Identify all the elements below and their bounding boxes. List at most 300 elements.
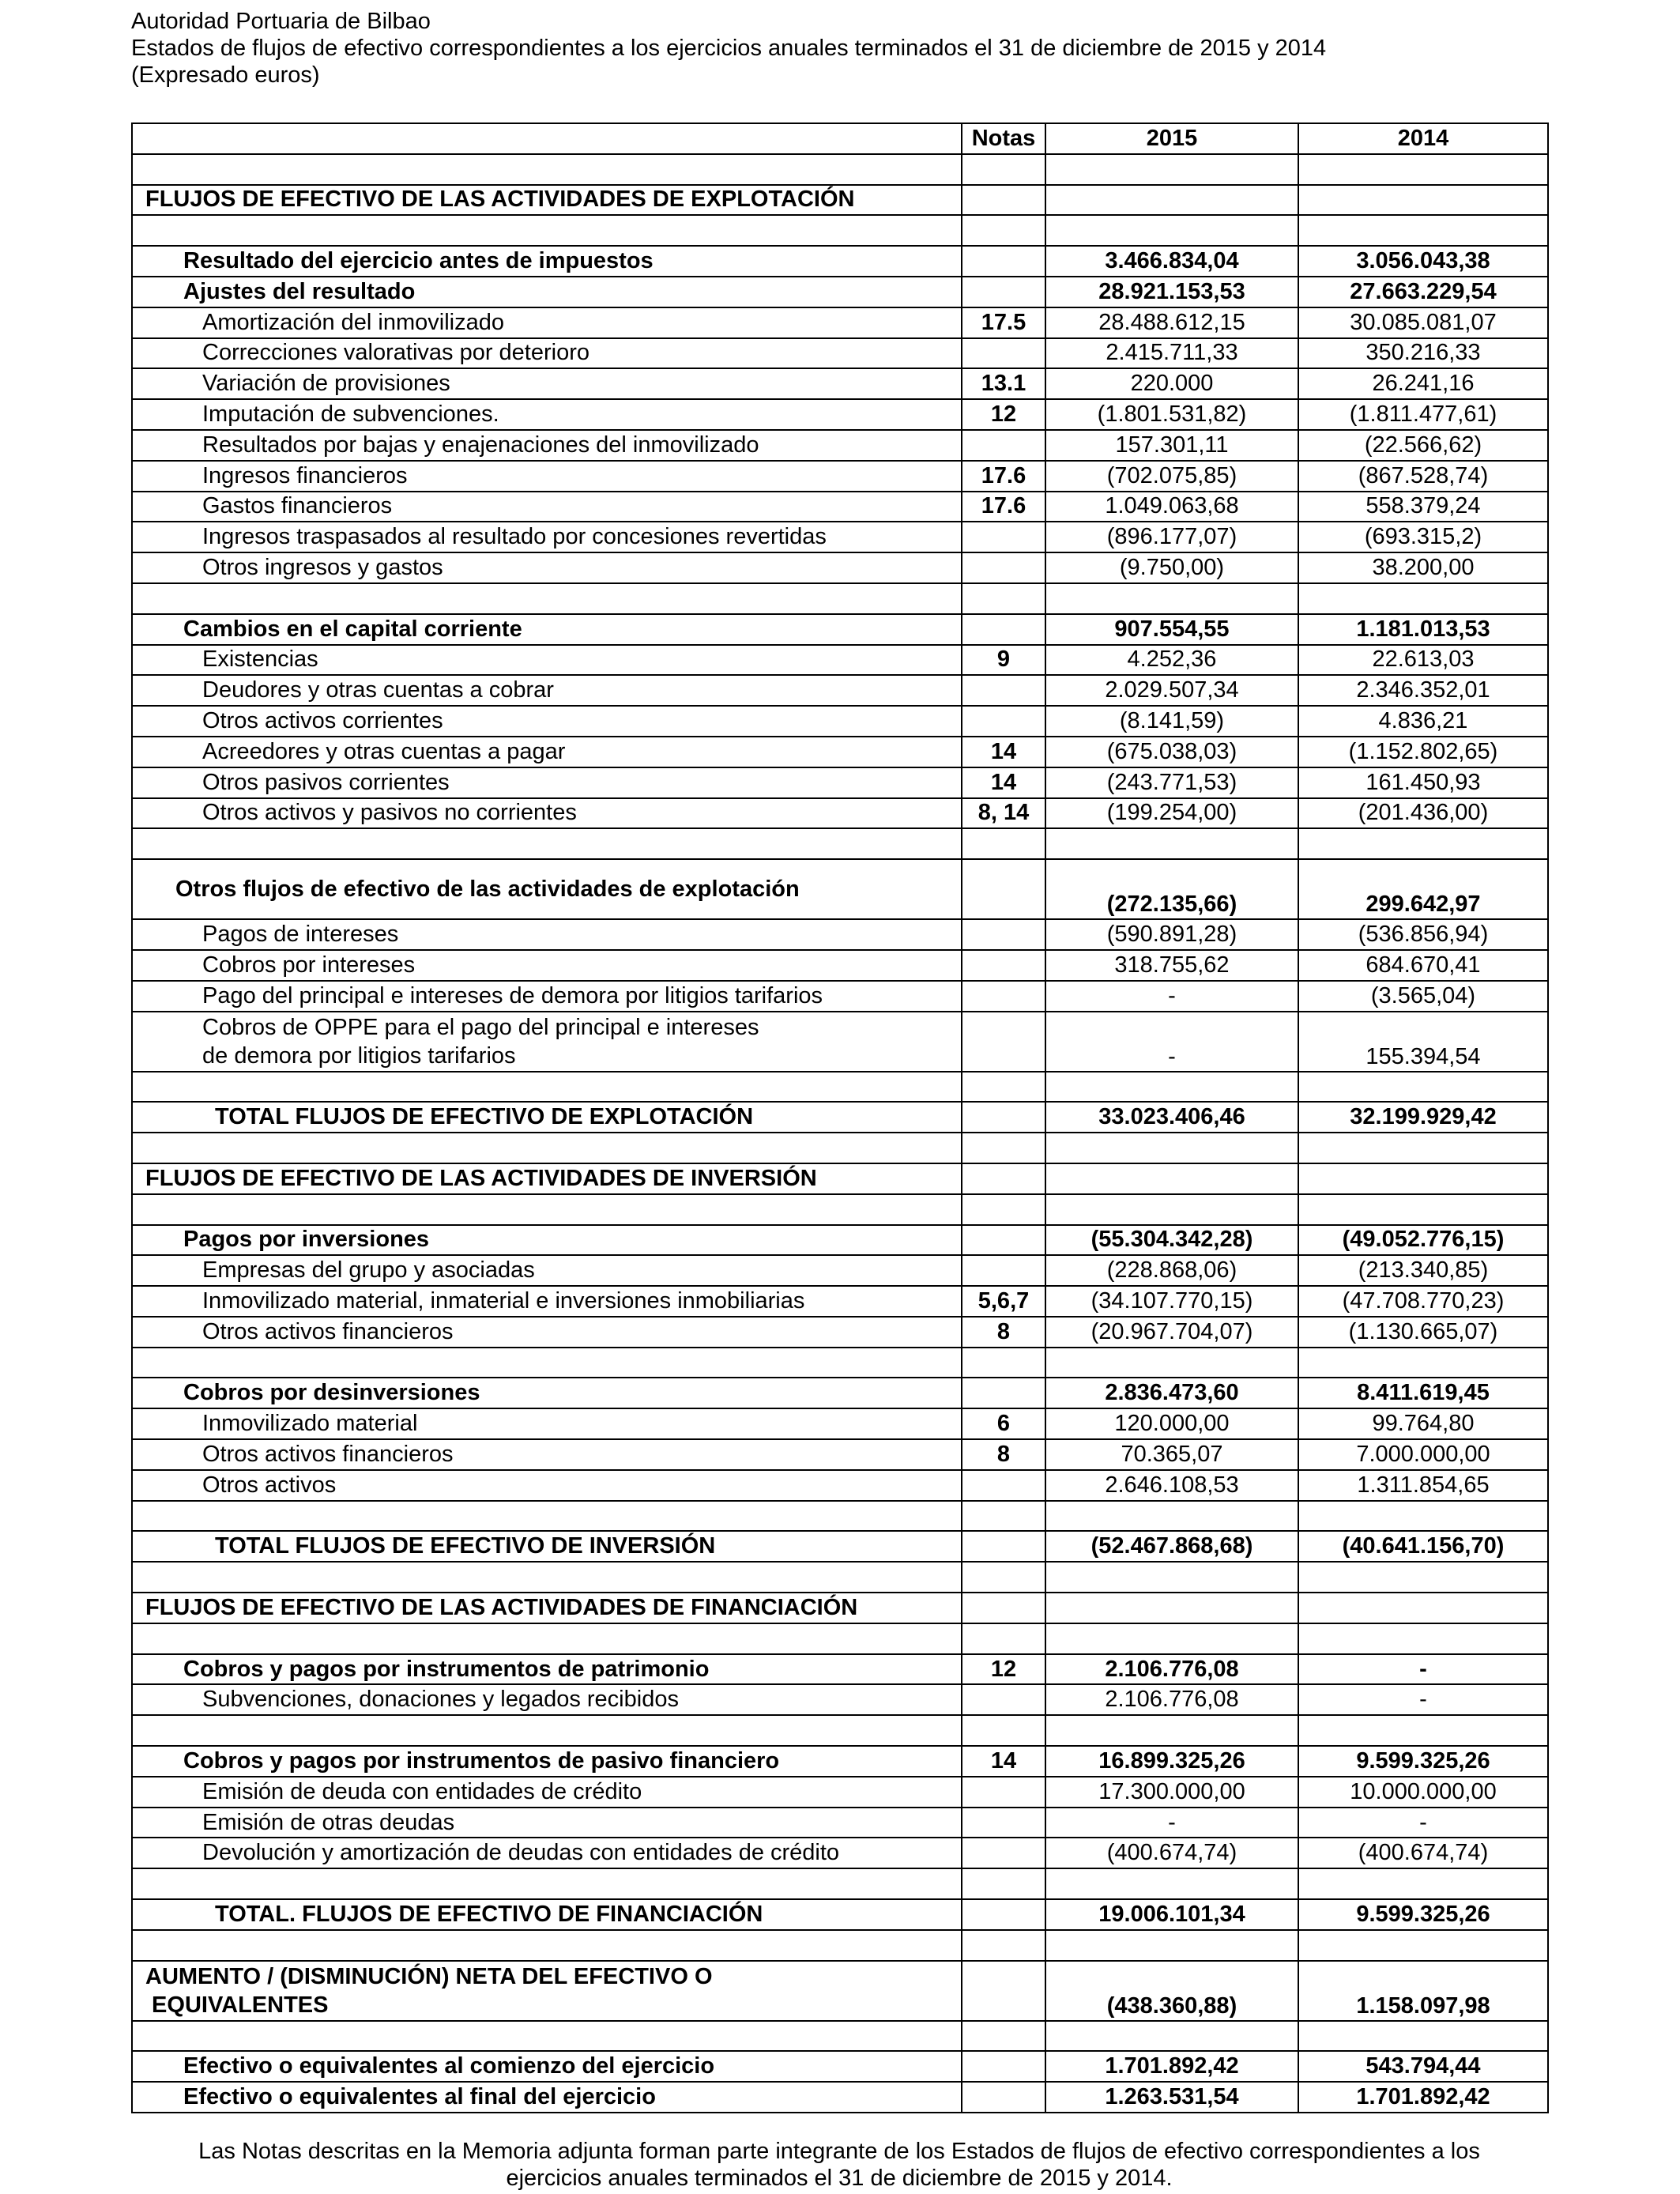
row-value-2015: (8.141,59) — [1045, 706, 1298, 737]
row-note — [962, 246, 1045, 277]
row-note — [962, 1838, 1045, 1868]
empty-cell — [1045, 1072, 1298, 1103]
row-label: Subvenciones, donaciones y legados recibidos — [132, 1684, 962, 1715]
currency-note: (Expresado euros) — [131, 62, 320, 88]
row-note — [962, 1012, 1045, 1072]
table-row — [132, 645, 1548, 676]
row-label: Cobros y pagos por instrumentos de pasivo financiero — [132, 1746, 962, 1777]
row-value-2014: 30.085.081,07 — [1298, 307, 1548, 338]
empty-cell — [1298, 1562, 1548, 1593]
row-value-2014 — [1298, 1593, 1548, 1623]
empty-cell — [962, 154, 1045, 185]
row-value-2014: 22.613,03 — [1298, 645, 1548, 676]
row-value-2015: (228.868,06) — [1045, 1255, 1298, 1286]
row-note — [962, 185, 1045, 216]
row-value-2015: 2.106.776,08 — [1045, 1684, 1298, 1715]
row-value-2014: (40.641.156,70) — [1298, 1531, 1548, 1562]
table-row — [132, 767, 1548, 798]
row-label: FLUJOS DE EFECTIVO DE LAS ACTIVIDADES DE FINANCIACIÓN — [132, 1593, 962, 1623]
row-value-2014: 543.794,44 — [1298, 2051, 1548, 2082]
row-value-2015 — [1045, 1163, 1298, 1194]
empty-cell — [962, 1868, 1045, 1899]
row-note — [962, 919, 1045, 950]
row-value-2014: (201.436,00) — [1298, 798, 1548, 829]
row-value-2014: 27.663.229,54 — [1298, 277, 1548, 307]
empty-cell — [132, 1715, 962, 1746]
row-value-2015: 2.106.776,08 — [1045, 1654, 1298, 1685]
row-label: Cobros y pagos por instrumentos de patrimonio — [132, 1654, 962, 1685]
table-row — [132, 461, 1548, 492]
row-value-2014: 38.200,00 — [1298, 552, 1548, 583]
header-2015: 2015 — [1045, 123, 1298, 154]
empty-cell — [962, 1623, 1045, 1654]
table-row — [132, 307, 1548, 338]
row-note: 5,6,7 — [962, 1286, 1045, 1317]
row-value-2014 — [1298, 185, 1548, 216]
row-note — [962, 1684, 1045, 1715]
row-value-2015: 2.029.507,34 — [1045, 675, 1298, 706]
row-label: Cobros por desinversiones — [132, 1378, 962, 1408]
row-value-2015: 1.263.531,54 — [1045, 2082, 1298, 2113]
empty-cell — [1045, 1715, 1298, 1746]
empty-cell — [1045, 1562, 1298, 1593]
row-value-2015: (9.750,00) — [1045, 552, 1298, 583]
empty-cell — [132, 2021, 962, 2052]
table-spacer-row — [132, 583, 1548, 614]
row-label: FLUJOS DE EFECTIVO DE LAS ACTIVIDADES DE EXPLOTACIÓN — [132, 185, 962, 216]
row-value-2014: (400.674,74) — [1298, 1838, 1548, 1868]
row-note — [962, 338, 1045, 369]
footer-line-1: Las Notas descritas en la Memoria adjunta forman parte integrante de los Estados de flujos de efectivo correspondientes a los — [198, 2139, 1480, 2164]
row-note — [962, 1777, 1045, 1808]
table-row — [132, 185, 1548, 216]
table-row — [132, 430, 1548, 461]
table-row — [132, 2051, 1548, 2082]
row-note — [962, 522, 1045, 552]
row-label-line-2: de demora por litigios tarifarios — [202, 1042, 516, 1069]
row-note — [962, 1255, 1045, 1286]
row-value-2015: (34.107.770,15) — [1045, 1286, 1298, 1317]
row-value-2014: 155.394,54 — [1298, 1012, 1548, 1072]
row-value-2015: (400.674,74) — [1045, 1838, 1298, 1868]
row-label: TOTAL FLUJOS DE EFECTIVO DE INVERSIÓN — [132, 1531, 962, 1562]
empty-cell — [132, 1194, 962, 1225]
row-label — [132, 1961, 962, 2021]
table-row — [132, 1808, 1548, 1838]
empty-cell — [1298, 1715, 1548, 1746]
empty-cell — [962, 1348, 1045, 1378]
row-note — [962, 1899, 1045, 1930]
row-value-2015: 2.646.108,53 — [1045, 1470, 1298, 1501]
row-value-2015: (675.038,03) — [1045, 737, 1298, 767]
table-row — [132, 1225, 1548, 1256]
table-spacer-row — [132, 1133, 1548, 1163]
row-note: 12 — [962, 1654, 1045, 1685]
row-note: 12 — [962, 399, 1045, 430]
table-row — [132, 522, 1548, 552]
empty-cell — [962, 1194, 1045, 1225]
row-value-2014: 2.346.352,01 — [1298, 675, 1548, 706]
row-note — [962, 1531, 1045, 1562]
row-value-2015: (243.771,53) — [1045, 767, 1298, 798]
row-value-2015: (20.967.704,07) — [1045, 1317, 1298, 1348]
empty-cell — [962, 828, 1045, 859]
row-value-2015: 1.049.063,68 — [1045, 492, 1298, 522]
empty-cell — [1045, 1868, 1298, 1899]
table-spacer-row — [132, 1562, 1548, 1593]
row-value-2014: (1.130.665,07) — [1298, 1317, 1548, 1348]
row-note: 6 — [962, 1408, 1045, 1439]
row-value-2015 — [1045, 185, 1298, 216]
row-value-2014: 10.000.000,00 — [1298, 1777, 1548, 1808]
row-label-line-1: AUMENTO / (DISMINUCIÓN) NETA DEL EFECTIVO O — [145, 1963, 713, 1989]
empty-cell — [1298, 1348, 1548, 1378]
row-value-2014: 1.701.892,42 — [1298, 2082, 1548, 2113]
row-note — [962, 1378, 1045, 1408]
table-spacer-row — [132, 215, 1548, 246]
row-value-2015: (896.177,07) — [1045, 522, 1298, 552]
row-label: Otros ingresos y gastos — [132, 552, 962, 583]
row-label: Otros activos y pasivos no corrientes — [132, 798, 962, 829]
table-spacer-row — [132, 1930, 1548, 1961]
table-row — [132, 1286, 1548, 1317]
row-value-2014: 9.599.325,26 — [1298, 1899, 1548, 1930]
row-label-line-1: Otros flujos de efectivo de las actividades de explotación — [175, 876, 800, 903]
row-label: Efectivo o equivalentes al comienzo del ejercicio — [132, 2051, 962, 2082]
empty-cell — [132, 1072, 962, 1103]
table-row — [132, 706, 1548, 737]
table-row — [132, 1654, 1548, 1685]
row-value-2015: 2.415.711,33 — [1045, 338, 1298, 369]
empty-cell — [1298, 215, 1548, 246]
empty-cell — [962, 1930, 1045, 1961]
row-value-2015: 120.000,00 — [1045, 1408, 1298, 1439]
table-spacer-row — [132, 1715, 1548, 1746]
table-row — [132, 950, 1548, 981]
empty-cell — [1298, 1623, 1548, 1654]
footer-line-2: ejercicios anuales terminados el 31 de diciembre de 2015 y 2014. — [506, 2166, 1173, 2191]
empty-cell — [1045, 828, 1298, 859]
row-label: Gastos financieros — [132, 492, 962, 522]
empty-cell — [962, 583, 1045, 614]
row-label: Inmovilizado material — [132, 1408, 962, 1439]
row-note: 8 — [962, 1317, 1045, 1348]
row-label-line-2: EQUIVALENTES — [145, 1992, 329, 2018]
empty-cell — [132, 1133, 962, 1163]
row-note: 8, 14 — [962, 798, 1045, 829]
row-value-2015: (272.135,66) — [1045, 859, 1298, 919]
row-note — [962, 1593, 1045, 1623]
row-note — [962, 1470, 1045, 1501]
footer-note — [131, 2138, 1547, 2192]
table-row — [132, 1531, 1548, 1562]
empty-cell — [962, 1133, 1045, 1163]
row-note: 9 — [962, 645, 1045, 676]
row-note: 14 — [962, 737, 1045, 767]
header-2014: 2014 — [1298, 123, 1548, 154]
table-row — [132, 919, 1548, 950]
row-value-2015: 19.006.101,34 — [1045, 1899, 1298, 1930]
row-value-2014: (3.565,04) — [1298, 981, 1548, 1012]
row-label: FLUJOS DE EFECTIVO DE LAS ACTIVIDADES DE INVERSIÓN — [132, 1163, 962, 1194]
row-value-2015: (1.801.531,82) — [1045, 399, 1298, 430]
row-value-2015: - — [1045, 1808, 1298, 1838]
table-row — [132, 1777, 1548, 1808]
row-label: Otros pasivos corrientes — [132, 767, 962, 798]
row-label: Ingresos financieros — [132, 461, 962, 492]
empty-cell — [1298, 1501, 1548, 1532]
empty-cell — [132, 1348, 962, 1378]
row-note: 17.6 — [962, 461, 1045, 492]
row-value-2014: - — [1298, 1654, 1548, 1685]
table-row — [132, 859, 1548, 919]
empty-cell — [962, 1715, 1045, 1746]
row-note: 14 — [962, 767, 1045, 798]
row-value-2014: (213.340,85) — [1298, 1255, 1548, 1286]
row-label: Amortización del inmovilizado — [132, 307, 962, 338]
row-value-2014: 161.450,93 — [1298, 767, 1548, 798]
table-spacer-row — [132, 1623, 1548, 1654]
table-row — [132, 1378, 1548, 1408]
row-value-2015: 16.899.325,26 — [1045, 1746, 1298, 1777]
row-label: Emisión de otras deudas — [132, 1808, 962, 1838]
empty-cell — [1298, 2021, 1548, 2052]
table-spacer-row — [132, 2021, 1548, 2052]
row-value-2014: 26.241,16 — [1298, 368, 1548, 399]
table-row — [132, 368, 1548, 399]
table-row — [132, 552, 1548, 583]
table-spacer-row — [132, 828, 1548, 859]
empty-cell — [962, 2021, 1045, 2052]
row-label: TOTAL FLUJOS DE EFECTIVO DE EXPLOTACIÓN — [132, 1102, 962, 1133]
row-value-2014: 1.158.097,98 — [1298, 1961, 1548, 2021]
row-label: Inmovilizado material, inmaterial e inversiones inmobiliarias — [132, 1286, 962, 1317]
row-value-2014: 8.411.619,45 — [1298, 1378, 1548, 1408]
table-row — [132, 798, 1548, 829]
row-value-2014: 3.056.043,38 — [1298, 246, 1548, 277]
header-notas: Notas — [962, 123, 1045, 154]
empty-cell — [962, 1562, 1045, 1593]
row-value-2014: 684.670,41 — [1298, 950, 1548, 981]
empty-cell — [1298, 828, 1548, 859]
table-spacer-row — [132, 1501, 1548, 1532]
table-row — [132, 399, 1548, 430]
empty-cell — [132, 1623, 962, 1654]
row-value-2014: (49.052.776,15) — [1298, 1225, 1548, 1256]
row-value-2015: 1.701.892,42 — [1045, 2051, 1298, 2082]
table-row — [132, 1899, 1548, 1930]
row-value-2014: 99.764,80 — [1298, 1408, 1548, 1439]
row-label — [132, 1012, 962, 1072]
row-note — [962, 675, 1045, 706]
row-note — [962, 2082, 1045, 2113]
empty-cell — [1298, 583, 1548, 614]
row-note: 17.5 — [962, 307, 1045, 338]
row-label: Ingresos traspasados al resultado por concesiones revertidas — [132, 522, 962, 552]
empty-cell — [1298, 1194, 1548, 1225]
row-value-2015: 157.301,11 — [1045, 430, 1298, 461]
row-value-2014: 1.311.854,65 — [1298, 1470, 1548, 1501]
table-row — [132, 2082, 1548, 2113]
empty-cell — [132, 154, 962, 185]
row-value-2014: (1.152.802,65) — [1298, 737, 1548, 767]
table-row — [132, 492, 1548, 522]
empty-cell — [1298, 1133, 1548, 1163]
empty-cell — [1045, 1930, 1298, 1961]
empty-cell — [1045, 583, 1298, 614]
row-value-2015: - — [1045, 1012, 1298, 1072]
row-label: Otros activos corrientes — [132, 706, 962, 737]
row-label: Imputación de subvenciones. — [132, 399, 962, 430]
row-value-2014: 9.599.325,26 — [1298, 1746, 1548, 1777]
table-row — [132, 338, 1548, 369]
row-value-2015: (199.254,00) — [1045, 798, 1298, 829]
row-note — [962, 1102, 1045, 1133]
row-value-2015: 3.466.834,04 — [1045, 246, 1298, 277]
document-header — [131, 8, 1326, 89]
table-row — [132, 1684, 1548, 1715]
row-label: Otros activos financieros — [132, 1317, 962, 1348]
empty-cell — [1298, 1072, 1548, 1103]
row-note: 14 — [962, 1746, 1045, 1777]
table-row — [132, 1317, 1548, 1348]
row-value-2014: 299.642,97 — [1298, 859, 1548, 919]
row-note — [962, 859, 1045, 919]
row-value-2015: 28.921.153,53 — [1045, 277, 1298, 307]
row-value-2014: - — [1298, 1684, 1548, 1715]
empty-cell — [132, 583, 962, 614]
header-concept-cell — [132, 123, 962, 154]
table-row — [132, 1102, 1548, 1133]
row-value-2014: (867.528,74) — [1298, 461, 1548, 492]
table-row — [132, 1163, 1548, 1194]
row-label: Acreedores y otras cuentas a pagar — [132, 737, 962, 767]
row-label: Efectivo o equivalentes al final del ejercicio — [132, 2082, 962, 2113]
row-label: Devolución y amortización de deudas con entidades de crédito — [132, 1838, 962, 1868]
empty-cell — [1045, 1501, 1298, 1532]
row-label: Correcciones valorativas por deterioro — [132, 338, 962, 369]
row-value-2015 — [1045, 1593, 1298, 1623]
row-value-2014: 4.836,21 — [1298, 706, 1548, 737]
empty-cell — [132, 828, 962, 859]
table-body — [132, 154, 1548, 2113]
table-spacer-row — [132, 1072, 1548, 1103]
row-label: Empresas del grupo y asociadas — [132, 1255, 962, 1286]
row-note — [962, 430, 1045, 461]
row-label: Otros activos — [132, 1470, 962, 1501]
empty-cell — [1045, 1623, 1298, 1654]
row-value-2014: (693.315,2) — [1298, 522, 1548, 552]
row-note — [962, 552, 1045, 583]
row-value-2015: (590.891,28) — [1045, 919, 1298, 950]
row-label: Variación de provisiones — [132, 368, 962, 399]
row-note — [962, 981, 1045, 1012]
cash-flow-table — [131, 123, 1549, 2113]
empty-cell — [1045, 215, 1298, 246]
row-label: Pago del principal e intereses de demora por litigios tarifarios — [132, 981, 962, 1012]
empty-cell — [1045, 154, 1298, 185]
table-row — [132, 246, 1548, 277]
empty-cell — [1298, 154, 1548, 185]
row-value-2015: (702.075,85) — [1045, 461, 1298, 492]
row-value-2014: 558.379,24 — [1298, 492, 1548, 522]
row-label: Existencias — [132, 645, 962, 676]
table-row — [132, 1408, 1548, 1439]
row-note — [962, 1225, 1045, 1256]
empty-cell — [962, 1072, 1045, 1103]
empty-cell — [132, 215, 962, 246]
row-value-2015: 907.554,55 — [1045, 614, 1298, 645]
table-row — [132, 614, 1548, 645]
row-value-2014: (1.811.477,61) — [1298, 399, 1548, 430]
row-value-2015: 2.836.473,60 — [1045, 1378, 1298, 1408]
row-value-2014: (47.708.770,23) — [1298, 1286, 1548, 1317]
empty-cell — [1045, 2021, 1298, 2052]
empty-cell — [962, 1501, 1045, 1532]
row-value-2014: 32.199.929,42 — [1298, 1102, 1548, 1133]
row-label: Pagos por inversiones — [132, 1225, 962, 1256]
row-note — [962, 1808, 1045, 1838]
row-value-2014 — [1298, 1163, 1548, 1194]
organization-name: Autoridad Portuaria de Bilbao — [131, 9, 431, 34]
empty-cell — [1298, 1868, 1548, 1899]
table-spacer-row — [132, 1348, 1548, 1378]
row-value-2015: 220.000 — [1045, 368, 1298, 399]
table-row — [132, 277, 1548, 307]
row-value-2015: 318.755,62 — [1045, 950, 1298, 981]
row-note: 17.6 — [962, 492, 1045, 522]
empty-cell — [132, 1930, 962, 1961]
table-row — [132, 737, 1548, 767]
empty-cell — [1045, 1348, 1298, 1378]
row-label: TOTAL. FLUJOS DE EFECTIVO DE FINANCIACIÓN — [132, 1899, 962, 1930]
row-label: Deudores y otras cuentas a cobrar — [132, 675, 962, 706]
row-note — [962, 950, 1045, 981]
row-value-2014: (536.856,94) — [1298, 919, 1548, 950]
row-label: Cambios en el capital corriente — [132, 614, 962, 645]
table-row — [132, 1012, 1548, 1072]
table-row — [132, 1746, 1548, 1777]
row-value-2015: (55.304.342,28) — [1045, 1225, 1298, 1256]
empty-cell — [132, 1868, 962, 1899]
empty-cell — [1045, 1194, 1298, 1225]
row-value-2015: (438.360,88) — [1045, 1961, 1298, 2021]
empty-cell — [1045, 1133, 1298, 1163]
row-value-2015: 33.023.406,46 — [1045, 1102, 1298, 1133]
row-note — [962, 1163, 1045, 1194]
table-row — [132, 1470, 1548, 1501]
row-value-2015: 70.365,07 — [1045, 1439, 1298, 1470]
row-label: Resultado del ejercicio antes de impuestos — [132, 246, 962, 277]
empty-cell — [132, 1501, 962, 1532]
row-value-2015: 17.300.000,00 — [1045, 1777, 1298, 1808]
row-value-2014: 7.000.000,00 — [1298, 1439, 1548, 1470]
row-value-2015: 4.252,36 — [1045, 645, 1298, 676]
row-label-line-1: Cobros de OPPE para el pago del principal e intereses — [202, 1014, 759, 1040]
row-value-2014: (22.566,62) — [1298, 430, 1548, 461]
row-value-2014: 350.216,33 — [1298, 338, 1548, 369]
row-label — [132, 859, 962, 919]
row-label: Resultados por bajas y enajenaciones del inmovilizado — [132, 430, 962, 461]
empty-cell — [1298, 1930, 1548, 1961]
row-label: Cobros por intereses — [132, 950, 962, 981]
row-note: 8 — [962, 1439, 1045, 1470]
row-note — [962, 614, 1045, 645]
row-note — [962, 706, 1045, 737]
row-note — [962, 277, 1045, 307]
table-spacer-row — [132, 154, 1548, 185]
row-note: 13.1 — [962, 368, 1045, 399]
